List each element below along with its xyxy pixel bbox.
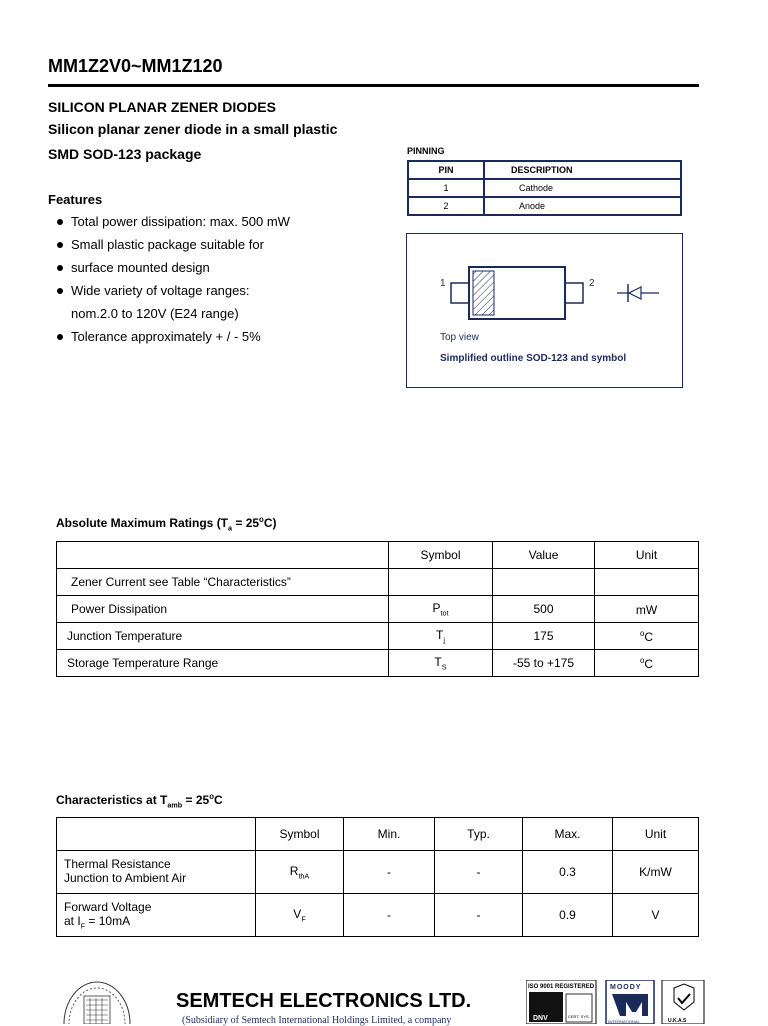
value-cell xyxy=(493,569,595,596)
symbol-cell: $T_j$ xyxy=(389,623,493,650)
pin-col-header: PIN xyxy=(408,161,484,179)
min-cell: - xyxy=(344,851,435,894)
package-outline-box xyxy=(406,233,683,388)
moody-intl-text: INTERNATIONAL xyxy=(608,1019,640,1024)
feature-item: nom.2.0 to 120V (E24 range) xyxy=(71,306,239,321)
table-row xyxy=(57,894,699,937)
param-cell: Forward Voltage at $I_F = 10mA$ xyxy=(57,894,256,937)
max-col-header: Max. xyxy=(523,818,613,851)
param-col-header xyxy=(57,818,256,851)
iso-badge-text: ISO 9001 REGISTERED xyxy=(528,984,595,990)
typ-cell: - xyxy=(435,851,523,894)
table-row xyxy=(57,569,699,596)
value-cell: -55 to +175 xyxy=(493,650,595,677)
min-col-header: Min. xyxy=(344,818,435,851)
sod123-outline-drawing xyxy=(407,234,682,387)
cathode-band xyxy=(473,271,494,315)
company-subsidiary-note: (Subsidiary of Semtech International Holdings Limited, a company xyxy=(182,1015,452,1026)
product-family: SILICON PLANAR ZENER DIODES xyxy=(48,99,276,115)
symbol-cell: $V_F$ xyxy=(256,894,344,937)
unit-col-header: Unit xyxy=(613,818,699,851)
pin-number: 2 xyxy=(408,197,484,215)
symbol-col-header: Symbol xyxy=(389,542,493,569)
feature-item: surface mounted design xyxy=(57,259,290,282)
unit-cell: K/mW xyxy=(613,851,699,894)
company-name: SEMTECH ELECTRONICS LTD. xyxy=(176,990,472,1012)
pin2-label: 2 xyxy=(589,278,595,289)
unit-cell xyxy=(595,569,699,596)
characteristics-heading: Characteristics at $T_{amb} = 25^oC$ xyxy=(56,792,223,810)
ukas-text: U.K.A.S xyxy=(668,1018,687,1024)
symbol-col-header: Symbol xyxy=(256,818,344,851)
feature-item: Tolerance approximately + / - 5% xyxy=(57,328,290,351)
unit-cell: mW xyxy=(595,596,699,623)
table-header-row xyxy=(57,542,699,569)
unit-col-header: Unit xyxy=(595,542,699,569)
diode-symbol-icon xyxy=(617,284,659,302)
table-row xyxy=(57,851,699,894)
table-row xyxy=(57,623,699,650)
pin-number: 1 xyxy=(408,179,484,197)
value-col-header: Value xyxy=(493,542,595,569)
features-list xyxy=(57,213,290,351)
max-cell: 0.9 xyxy=(523,894,613,937)
moody-text: MOODY xyxy=(610,984,642,991)
document-title: MM1Z2V0~MM1Z120 xyxy=(48,56,223,76)
symbol-cell: $T_S$ xyxy=(389,650,493,677)
table-header-row xyxy=(57,818,699,851)
certification-badges xyxy=(526,980,706,1024)
pinning-row xyxy=(408,179,681,197)
param-cell: Junction Temperature xyxy=(57,623,389,650)
min-cell: - xyxy=(344,894,435,937)
pinning-row xyxy=(408,197,681,215)
param-cell: Power Dissipation xyxy=(57,596,389,623)
pin-description: Cathode xyxy=(484,179,681,197)
typ-cell: - xyxy=(435,894,523,937)
typ-col-header: Typ. xyxy=(435,818,523,851)
symbol-cell: $P_{tot}$ xyxy=(389,596,493,623)
symbol-cell: $R_{thA}$ xyxy=(256,851,344,894)
param-cell: Storage Temperature Range xyxy=(57,650,389,677)
feature-item: Total power dissipation: max. 500 mW xyxy=(57,213,290,236)
unit-cell: $^o$C xyxy=(595,623,699,650)
pinning-table xyxy=(407,160,682,216)
pin-description: Anode xyxy=(484,197,681,215)
pin1-label: 1 xyxy=(440,278,446,289)
table-row xyxy=(57,650,699,677)
param-cell: Zener Current see Table “Characteristics” xyxy=(57,569,389,596)
cert-sys-text: CERT. SYS. xyxy=(568,1014,590,1019)
abs-max-ratings-table xyxy=(56,541,699,677)
value-cell: 175 xyxy=(493,623,595,650)
unit-cell: V xyxy=(613,894,699,937)
description-col-header: DESCRIPTION xyxy=(484,161,681,179)
table-row xyxy=(57,596,699,623)
title-rule xyxy=(48,84,699,87)
outline-caption: Simplified outline SOD-123 and symbol xyxy=(440,353,627,364)
value-cell: 500 xyxy=(493,596,595,623)
feature-item: Wide variety of voltage ranges: xyxy=(57,282,290,305)
company-seal-logo xyxy=(62,980,132,1024)
features-heading: Features xyxy=(48,192,103,207)
characteristics-table xyxy=(56,817,699,937)
max-cell: 0.3 xyxy=(523,851,613,894)
param-col-header xyxy=(57,542,389,569)
pinning-heading: PINNING xyxy=(407,146,445,156)
product-description-line1: Silicon planar zener diode in a small plastic xyxy=(48,121,338,137)
feature-item: Small plastic package suitable for xyxy=(57,236,290,259)
pinning-header-row xyxy=(408,161,681,179)
top-view-label: Top view xyxy=(440,332,479,343)
symbol-cell xyxy=(389,569,493,596)
product-description-line2: SMD SOD-123 package xyxy=(48,146,202,162)
unit-cell: $^o$C xyxy=(595,650,699,677)
param-cell: Thermal Resistance Junction to Ambient Air xyxy=(57,851,256,894)
dnv-text: DNV xyxy=(533,1015,548,1022)
abs-max-heading: Absolute Maximum Ratings $(T_a = 25^oC)$ xyxy=(56,515,277,533)
